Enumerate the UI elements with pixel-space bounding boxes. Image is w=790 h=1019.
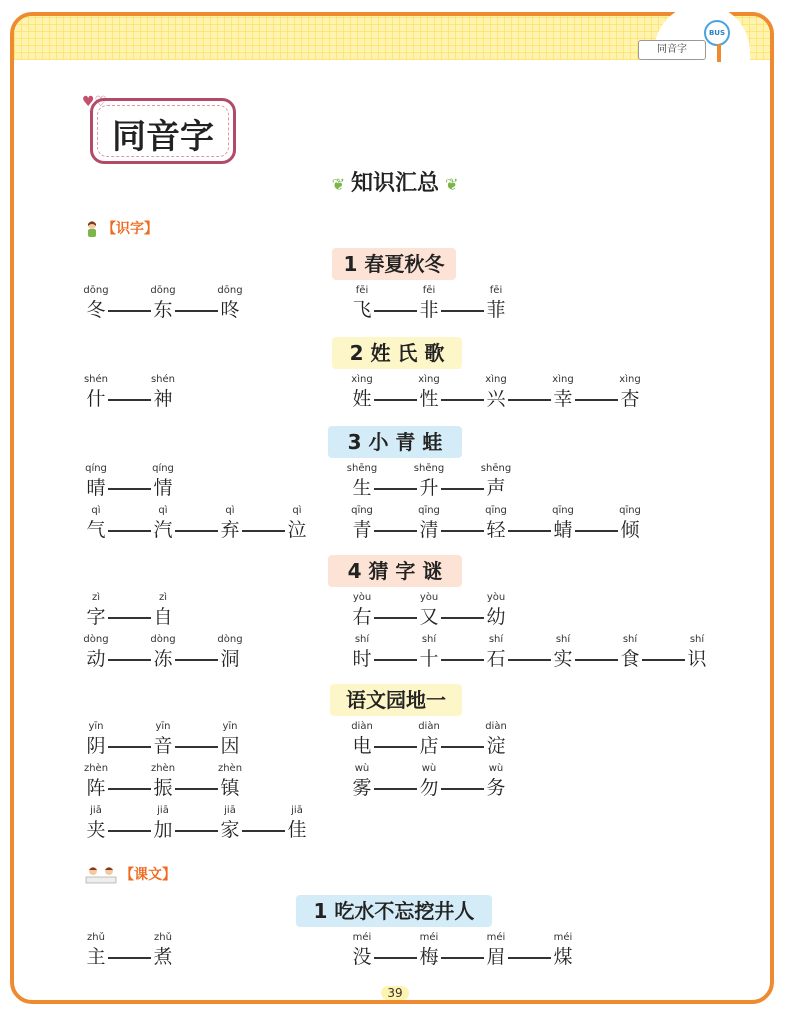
pinyin: shí: [555, 634, 571, 645]
connector-dash: [441, 788, 484, 790]
hanzi: 识: [687, 648, 707, 670]
hanzi: 幼: [486, 606, 506, 628]
connector-dash: [242, 530, 285, 532]
homophone-char: [417, 720, 441, 758]
pinyin: shén: [83, 374, 109, 385]
homophone-char: [285, 804, 309, 842]
homophone-char: [218, 804, 242, 842]
homophone-char: [618, 373, 642, 411]
connector-dash: [108, 788, 151, 790]
hanzi: 声: [486, 477, 506, 499]
lesson-heading: 4 猜 字 谜: [328, 555, 462, 587]
connector-dash: [441, 488, 484, 490]
connector-dash: [441, 957, 484, 959]
homophone-char: [484, 284, 508, 322]
connector-dash: [374, 617, 417, 619]
connector-dash: [441, 399, 484, 401]
pinyin: shí: [689, 634, 705, 645]
homophone-char: [480, 462, 512, 500]
hanzi: 倾: [620, 519, 640, 541]
pinyin: shēng: [413, 463, 445, 474]
homophone-char: [551, 931, 575, 969]
homophone-char: [218, 284, 242, 322]
connector-dash: [374, 488, 417, 490]
homophone-char: [84, 462, 108, 500]
hanzi: 自: [153, 606, 173, 628]
hanzi: 神: [153, 388, 173, 410]
pinyin: jiā: [224, 805, 236, 816]
lesson-heading: 1 春夏秋冬: [332, 248, 456, 280]
connector-dash: [575, 530, 618, 532]
homophone-char: [151, 633, 175, 671]
hanzi: 杏: [620, 388, 640, 410]
connector-dash: [441, 310, 484, 312]
homophone-char: [84, 591, 108, 629]
connector-dash: [374, 310, 417, 312]
hanzi: 轻: [486, 519, 506, 541]
homophone-char: [218, 762, 242, 800]
pinyin: dòng: [217, 634, 243, 645]
hanzi: 菲: [486, 299, 506, 321]
connector-dash: [108, 746, 151, 748]
connector-dash: [441, 530, 484, 532]
hanzi: 煤: [553, 946, 573, 968]
homophone-char: [84, 720, 108, 758]
hanzi: 气: [86, 519, 106, 541]
homophone-char: [484, 591, 508, 629]
section-kewen-label: 【课文】: [120, 867, 176, 883]
section-shizi-label: 【识字】: [102, 221, 158, 237]
hanzi: 兴: [486, 388, 506, 410]
hanzi: 淀: [486, 735, 506, 757]
connector-dash: [508, 957, 551, 959]
title-box: [90, 98, 236, 164]
hanzi: 加: [153, 819, 173, 841]
hanzi: 主: [86, 946, 106, 968]
pinyin: qīng: [485, 505, 507, 516]
homophone-char: [151, 931, 175, 969]
homophone-char: [484, 931, 508, 969]
pinyin: wù: [488, 763, 504, 774]
pinyin: zhǔ: [87, 932, 105, 943]
hanzi: 食: [620, 648, 640, 670]
hanzi: 电: [352, 735, 372, 757]
connector-dash: [175, 830, 218, 832]
connector-dash: [441, 746, 484, 748]
pinyin: zhèn: [150, 763, 176, 774]
pinyin: yòu: [486, 592, 506, 603]
homophone-char: [618, 504, 642, 542]
hanzi: 蜻: [553, 519, 573, 541]
hanzi: 飞: [352, 299, 372, 321]
hanzi: 佳: [287, 819, 307, 841]
hanzi: 咚: [220, 299, 240, 321]
hanzi: 字: [86, 606, 106, 628]
pinyin: dòng: [83, 634, 109, 645]
hanzi: 店: [419, 735, 439, 757]
leaf-right-icon: ❦: [445, 175, 459, 194]
hanzi: 因: [220, 735, 240, 757]
section-shizi: [84, 218, 158, 238]
homophone-char: [618, 633, 642, 671]
pinyin: xìng: [418, 374, 440, 385]
connector-dash: [374, 746, 417, 748]
pinyin: shí: [488, 634, 504, 645]
connector-dash: [108, 617, 151, 619]
hanzi: 升: [419, 477, 439, 499]
pinyin: yòu: [352, 592, 372, 603]
hanzi: 务: [486, 777, 506, 799]
hanzi: 汽: [153, 519, 173, 541]
hanzi: 十: [419, 648, 439, 670]
pinyin: dōng: [150, 285, 176, 296]
homophone-char: [84, 633, 108, 671]
summary-heading: [0, 166, 790, 197]
homophone-char: [151, 591, 175, 629]
homophone-char: [484, 633, 508, 671]
hanzi: 镇: [220, 777, 240, 799]
hanzi: 泣: [287, 519, 307, 541]
homophone-char: [484, 373, 508, 411]
homophone-char: [350, 931, 374, 969]
pinyin: qì: [292, 505, 302, 516]
pinyin: xìng: [552, 374, 574, 385]
pinyin: dōng: [217, 285, 243, 296]
pinyin: qīng: [619, 505, 641, 516]
homophone-char: [484, 720, 508, 758]
connector-dash: [441, 659, 484, 661]
girl-icon: [84, 220, 100, 238]
hanzi: 阴: [86, 735, 106, 757]
connector-dash: [108, 399, 151, 401]
homophone-char: [484, 504, 508, 542]
pinyin: dòng: [150, 634, 176, 645]
connector-dash: [175, 746, 218, 748]
homophone-char: [151, 462, 175, 500]
connector-dash: [242, 830, 285, 832]
connector-dash: [108, 957, 151, 959]
pinyin: jiā: [157, 805, 169, 816]
hanzi: 音: [153, 735, 173, 757]
connector-dash: [175, 659, 218, 661]
homophone-char: [417, 931, 441, 969]
connector-dash: [175, 310, 218, 312]
pinyin: shén: [150, 374, 176, 385]
page-number: 39: [0, 986, 790, 1000]
hanzi: 阵: [86, 777, 106, 799]
hanzi: 生: [352, 477, 372, 499]
hanzi: 什: [86, 388, 106, 410]
bus-sign-icon: BUS: [704, 20, 730, 46]
homophone-char: [417, 504, 441, 542]
hanzi: 石: [486, 648, 506, 670]
lesson-heading: 2 姓 氏 歌: [332, 337, 462, 369]
pinyin: xìng: [619, 374, 641, 385]
pinyin: qíng: [152, 463, 174, 474]
homophone-char: [218, 633, 242, 671]
pinyin: qíng: [85, 463, 107, 474]
pinyin: dōng: [83, 285, 109, 296]
pinyin: yòu: [419, 592, 439, 603]
homophone-char: [685, 633, 709, 671]
pinyin: jiā: [291, 805, 303, 816]
hanzi: 动: [86, 648, 106, 670]
hearts-icon: ♥♡: [82, 94, 108, 110]
pinyin: wù: [421, 763, 437, 774]
hanzi: 眉: [486, 946, 506, 968]
homophone-char: [417, 591, 441, 629]
pinyin: xìng: [485, 374, 507, 385]
pinyin: yīn: [222, 721, 238, 732]
hanzi: 幸: [553, 388, 573, 410]
hanzi: 实: [553, 648, 573, 670]
homophone-char: [551, 373, 575, 411]
pinyin: wù: [354, 763, 370, 774]
homophone-char: [350, 762, 374, 800]
homophone-char: [350, 591, 374, 629]
pinyin: diàn: [418, 721, 440, 732]
pinyin: qīng: [351, 505, 373, 516]
hanzi: 夹: [86, 819, 106, 841]
pinyin: zhèn: [217, 763, 243, 774]
hanzi: 雾: [352, 777, 372, 799]
hanzi: 清: [419, 519, 439, 541]
homophone-char: [84, 931, 108, 969]
connector-dash: [374, 399, 417, 401]
homophone-char: [84, 373, 108, 411]
hanzi: 梅: [419, 946, 439, 968]
lesson-heading: 语文园地一: [330, 684, 462, 716]
hanzi: 情: [153, 477, 173, 499]
hanzi: 东: [153, 299, 173, 321]
homophone-char: [84, 762, 108, 800]
hanzi: 非: [419, 299, 439, 321]
pinyin: méi: [486, 932, 506, 943]
pinyin: shēng: [346, 463, 378, 474]
homophone-char: [151, 284, 175, 322]
hanzi: 振: [153, 777, 173, 799]
connector-dash: [508, 659, 551, 661]
homophone-char: [84, 804, 108, 842]
homophone-char: [350, 373, 374, 411]
bus-pole-icon: [717, 44, 721, 62]
homophone-char: [151, 804, 175, 842]
homophone-char: [151, 720, 175, 758]
pinyin: méi: [419, 932, 439, 943]
pinyin: zhǔ: [154, 932, 172, 943]
pinyin: fēi: [355, 285, 369, 296]
homophone-char: [84, 284, 108, 322]
hanzi: 冬: [86, 299, 106, 321]
hanzi: 煮: [153, 946, 173, 968]
hanzi: 勿: [419, 777, 439, 799]
pinyin: yīn: [88, 721, 104, 732]
connector-dash: [374, 659, 417, 661]
pinyin: shí: [622, 634, 638, 645]
homophone-char: [350, 720, 374, 758]
pinyin: xìng: [351, 374, 373, 385]
homophone-char: [417, 373, 441, 411]
hanzi: 右: [352, 606, 372, 628]
connector-dash: [108, 488, 151, 490]
connector-dash: [374, 788, 417, 790]
homophone-char: [417, 762, 441, 800]
header-tab-label: 同音字: [638, 40, 706, 60]
pinyin: méi: [553, 932, 573, 943]
lesson-heading: 1 吃水不忘挖井人: [296, 895, 492, 927]
pinyin: diàn: [351, 721, 373, 732]
homophone-char: [218, 504, 242, 542]
hanzi: 弃: [220, 519, 240, 541]
section-kewen: [84, 864, 176, 884]
connector-dash: [175, 788, 218, 790]
pinyin: yīn: [155, 721, 171, 732]
pinyin: shēng: [480, 463, 512, 474]
connector-dash: [642, 659, 685, 661]
homophone-char: [350, 633, 374, 671]
hanzi: 晴: [86, 477, 106, 499]
hanzi: 家: [220, 819, 240, 841]
homophone-char: [417, 284, 441, 322]
homophone-char: [551, 633, 575, 671]
connector-dash: [108, 659, 151, 661]
connector-dash: [508, 399, 551, 401]
hanzi: 冻: [153, 648, 173, 670]
pinyin: qì: [225, 505, 235, 516]
connector-dash: [374, 530, 417, 532]
homophone-char: [285, 504, 309, 542]
homophone-char: [350, 504, 374, 542]
hanzi: 又: [419, 606, 439, 628]
pinyin: fēi: [422, 285, 436, 296]
connector-dash: [108, 830, 151, 832]
connector-dash: [441, 617, 484, 619]
homophone-char: [417, 633, 441, 671]
pinyin: qīng: [418, 505, 440, 516]
hanzi: 时: [352, 648, 372, 670]
pinyin: diàn: [485, 721, 507, 732]
connector-dash: [575, 659, 618, 661]
pinyin: zì: [91, 592, 101, 603]
pinyin: méi: [352, 932, 372, 943]
leaf-left-icon: ❦: [331, 175, 345, 194]
homophone-char: [413, 462, 445, 500]
kids-reading-icon: [84, 866, 118, 884]
pinyin: zì: [158, 592, 168, 603]
connector-dash: [374, 957, 417, 959]
pinyin: shí: [354, 634, 370, 645]
pinyin: fēi: [489, 285, 503, 296]
pinyin: qì: [91, 505, 101, 516]
homophone-char: [346, 462, 378, 500]
connector-dash: [175, 530, 218, 532]
homophone-char: [350, 284, 374, 322]
hanzi: 洞: [220, 648, 240, 670]
page-title: 同音字: [112, 117, 214, 157]
pinyin: jiā: [90, 805, 102, 816]
lesson-heading: 3 小 青 蛙: [328, 426, 462, 458]
pinyin: zhèn: [83, 763, 109, 774]
homophone-char: [151, 504, 175, 542]
connector-dash: [108, 310, 151, 312]
connector-dash: [508, 530, 551, 532]
pinyin: qīng: [552, 505, 574, 516]
summary-text: 知识汇总: [350, 171, 439, 196]
homophone-char: [551, 504, 575, 542]
homophone-char: [218, 720, 242, 758]
hanzi: 姓: [352, 388, 372, 410]
homophone-char: [151, 762, 175, 800]
homophone-char: [84, 504, 108, 542]
homophone-char: [151, 373, 175, 411]
connector-dash: [108, 530, 151, 532]
hanzi: 性: [419, 388, 439, 410]
hanzi: 没: [352, 946, 372, 968]
pinyin: qì: [158, 505, 168, 516]
hanzi: 青: [352, 519, 372, 541]
homophone-char: [484, 762, 508, 800]
pinyin: shí: [421, 634, 437, 645]
connector-dash: [575, 399, 618, 401]
